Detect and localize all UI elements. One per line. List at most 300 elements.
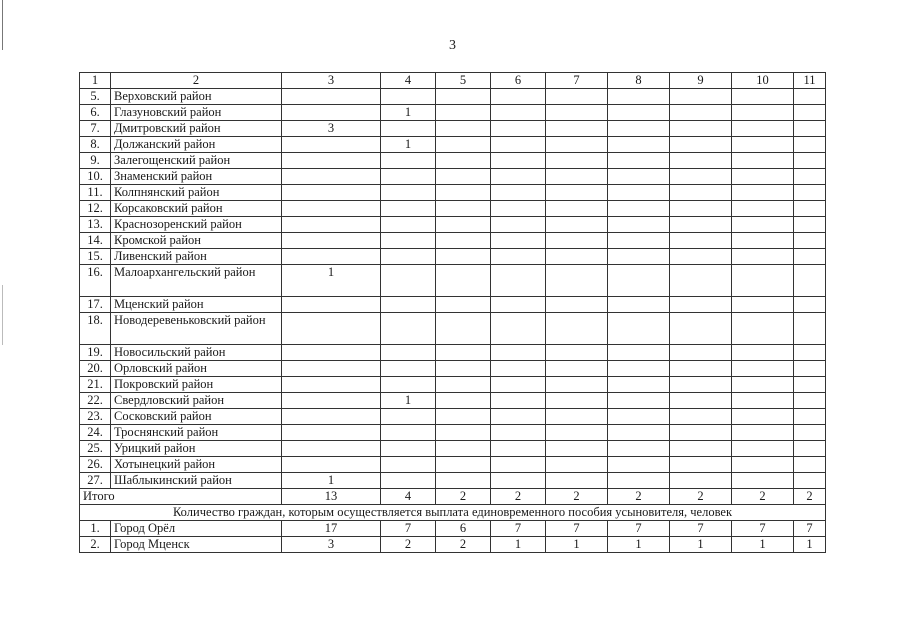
value-cell — [670, 265, 732, 297]
total-value: 2 — [608, 489, 670, 505]
value-cell — [670, 473, 732, 489]
value-cell — [732, 377, 794, 393]
value-cell — [282, 377, 381, 393]
value-cell — [546, 377, 608, 393]
value-cell — [436, 249, 491, 265]
district-name: Дмитровский район — [111, 121, 282, 137]
row-number: 22. — [80, 393, 111, 409]
value-cell — [436, 153, 491, 169]
value-cell — [436, 169, 491, 185]
row-number: 2. — [80, 537, 111, 553]
row-number: 14. — [80, 233, 111, 249]
district-name: Залегощенский район — [111, 153, 282, 169]
value-cell — [381, 409, 436, 425]
value-cell: 1 — [282, 265, 381, 297]
row-number: 25. — [80, 441, 111, 457]
value-cell — [381, 217, 436, 233]
total-value: 13 — [282, 489, 381, 505]
table-row — [80, 265, 826, 297]
value-cell — [794, 137, 826, 153]
value-cell — [732, 89, 794, 105]
value-cell — [794, 473, 826, 489]
row-number: 13. — [80, 217, 111, 233]
value-cell — [546, 425, 608, 441]
value-cell — [546, 185, 608, 201]
value-cell — [282, 345, 381, 361]
value-cell — [436, 265, 491, 297]
table-row — [80, 233, 826, 249]
value-cell — [491, 201, 546, 217]
column-header: 2 — [111, 73, 282, 89]
column-header: 4 — [381, 73, 436, 89]
page-number: 3 — [449, 38, 456, 53]
value-cell — [282, 249, 381, 265]
row-number: 7. — [80, 121, 111, 137]
district-name: Глазуновский район — [111, 105, 282, 121]
value-cell: 1 — [794, 537, 826, 553]
value-cell — [608, 185, 670, 201]
value-cell — [670, 425, 732, 441]
value-cell — [282, 457, 381, 473]
row-number: 9. — [80, 153, 111, 169]
value-cell: 3 — [282, 121, 381, 137]
value-cell — [794, 377, 826, 393]
table-row — [80, 313, 826, 345]
value-cell — [670, 249, 732, 265]
value-cell — [794, 297, 826, 313]
value-cell — [732, 457, 794, 473]
row-number: 21. — [80, 377, 111, 393]
table-row — [80, 137, 826, 153]
value-cell: 1 — [608, 537, 670, 553]
value-cell: 3 — [282, 537, 381, 553]
value-cell — [491, 457, 546, 473]
district-name: Новодеревеньковский район — [111, 313, 282, 345]
value-cell — [608, 441, 670, 457]
value-cell — [794, 153, 826, 169]
value-cell — [608, 201, 670, 217]
total-value: 2 — [794, 489, 826, 505]
column-header: 6 — [491, 73, 546, 89]
table-row — [80, 105, 826, 121]
value-cell — [436, 233, 491, 249]
value-cell — [608, 457, 670, 473]
table-row — [80, 441, 826, 457]
row-number: 26. — [80, 457, 111, 473]
value-cell — [546, 313, 608, 345]
value-cell — [794, 425, 826, 441]
value-cell — [670, 409, 732, 425]
column-header: 8 — [608, 73, 670, 89]
row-number: 19. — [80, 345, 111, 361]
value-cell — [546, 441, 608, 457]
section-title: Количество граждан, которым осуществляется выплата единовременного пособия усыновителя, человек — [80, 505, 826, 521]
value-cell — [436, 441, 491, 457]
value-cell — [608, 265, 670, 297]
value-cell — [282, 425, 381, 441]
value-cell — [381, 169, 436, 185]
row-number: 27. — [80, 473, 111, 489]
data-table — [79, 72, 826, 553]
value-cell: 7 — [670, 521, 732, 537]
value-cell — [794, 217, 826, 233]
value-cell: 7 — [608, 521, 670, 537]
value-cell: 7 — [381, 521, 436, 537]
value-cell — [546, 297, 608, 313]
value-cell — [546, 393, 608, 409]
value-cell — [381, 425, 436, 441]
value-cell — [670, 153, 732, 169]
total-row — [80, 489, 826, 505]
value-cell — [546, 457, 608, 473]
value-cell — [546, 345, 608, 361]
value-cell — [282, 409, 381, 425]
value-cell: 1 — [381, 137, 436, 153]
value-cell — [794, 169, 826, 185]
value-cell — [282, 137, 381, 153]
value-cell — [608, 297, 670, 313]
value-cell — [491, 297, 546, 313]
value-cell — [608, 361, 670, 377]
district-name: Хотынецкий район — [111, 457, 282, 473]
value-cell — [282, 313, 381, 345]
district-name: Орловский район — [111, 361, 282, 377]
value-cell — [491, 169, 546, 185]
value-cell — [381, 377, 436, 393]
value-cell — [794, 409, 826, 425]
value-cell — [491, 233, 546, 249]
district-name: Малоархангельский район — [111, 265, 282, 297]
district-name: Мценский район — [111, 297, 282, 313]
value-cell — [381, 457, 436, 473]
table-row — [80, 425, 826, 441]
value-cell: 17 — [282, 521, 381, 537]
table-row — [80, 121, 826, 137]
value-cell — [732, 185, 794, 201]
value-cell — [794, 345, 826, 361]
value-cell — [436, 121, 491, 137]
value-cell: 7 — [794, 521, 826, 537]
total-value: 2 — [732, 489, 794, 505]
value-cell — [732, 441, 794, 457]
table-row — [80, 521, 826, 537]
value-cell — [381, 297, 436, 313]
table-row — [80, 377, 826, 393]
value-cell — [608, 249, 670, 265]
value-cell: 7 — [491, 521, 546, 537]
value-cell: 2 — [436, 537, 491, 553]
value-cell — [546, 233, 608, 249]
column-header: 1 — [80, 73, 111, 89]
column-header: 10 — [732, 73, 794, 89]
value-cell — [436, 313, 491, 345]
value-cell — [670, 457, 732, 473]
value-cell — [608, 233, 670, 249]
value-cell — [381, 441, 436, 457]
value-cell — [491, 153, 546, 169]
column-header: 9 — [670, 73, 732, 89]
value-cell — [436, 185, 491, 201]
table-row — [80, 185, 826, 201]
value-cell — [608, 217, 670, 233]
value-cell: 1 — [732, 537, 794, 553]
value-cell — [282, 201, 381, 217]
value-cell — [608, 121, 670, 137]
table-row — [80, 217, 826, 233]
value-cell: 1 — [670, 537, 732, 553]
row-number: 15. — [80, 249, 111, 265]
table-row — [80, 473, 826, 489]
value-cell — [670, 137, 732, 153]
scan-edge-mark — [2, 285, 3, 345]
value-cell — [282, 217, 381, 233]
value-cell — [436, 473, 491, 489]
value-cell — [381, 313, 436, 345]
value-cell — [436, 393, 491, 409]
value-cell — [436, 297, 491, 313]
value-cell: 1 — [282, 473, 381, 489]
value-cell — [732, 105, 794, 121]
value-cell — [794, 393, 826, 409]
value-cell — [381, 473, 436, 489]
total-value: 2 — [436, 489, 491, 505]
value-cell — [732, 169, 794, 185]
value-cell: 1 — [381, 105, 436, 121]
value-cell — [670, 361, 732, 377]
value-cell — [381, 233, 436, 249]
value-cell — [282, 441, 381, 457]
value-cell — [546, 89, 608, 105]
value-cell — [732, 121, 794, 137]
value-cell — [732, 393, 794, 409]
value-cell — [282, 393, 381, 409]
value-cell — [546, 249, 608, 265]
value-cell — [491, 105, 546, 121]
value-cell — [282, 185, 381, 201]
row-number: 24. — [80, 425, 111, 441]
value-cell — [670, 297, 732, 313]
value-cell — [794, 265, 826, 297]
row-number: 12. — [80, 201, 111, 217]
column-header: 3 — [282, 73, 381, 89]
value-cell — [732, 409, 794, 425]
value-cell — [491, 217, 546, 233]
district-name: Корсаковский район — [111, 201, 282, 217]
value-cell — [794, 441, 826, 457]
district-name: Шаблыкинский район — [111, 473, 282, 489]
value-cell — [282, 153, 381, 169]
value-cell — [670, 185, 732, 201]
total-value: 2 — [546, 489, 608, 505]
table-row — [80, 153, 826, 169]
value-cell — [381, 153, 436, 169]
value-cell — [436, 217, 491, 233]
value-cell — [608, 409, 670, 425]
value-cell — [670, 201, 732, 217]
value-cell — [732, 425, 794, 441]
value-cell — [491, 409, 546, 425]
value-cell — [670, 377, 732, 393]
value-cell — [794, 361, 826, 377]
value-cell — [381, 345, 436, 361]
value-cell — [491, 89, 546, 105]
row-number: 8. — [80, 137, 111, 153]
value-cell — [670, 313, 732, 345]
city-name: Город Орёл — [111, 521, 282, 537]
value-cell — [794, 233, 826, 249]
value-cell — [491, 265, 546, 297]
value-cell — [546, 169, 608, 185]
table-row — [80, 457, 826, 473]
value-cell — [491, 361, 546, 377]
value-cell — [670, 89, 732, 105]
total-value: 2 — [670, 489, 732, 505]
value-cell — [491, 377, 546, 393]
row-number: 17. — [80, 297, 111, 313]
value-cell — [436, 137, 491, 153]
value-cell — [732, 201, 794, 217]
header-row — [80, 73, 826, 89]
value-cell — [608, 153, 670, 169]
district-name: Новосильский район — [111, 345, 282, 361]
value-cell — [491, 249, 546, 265]
value-cell — [670, 441, 732, 457]
total-label: Итого — [80, 489, 282, 505]
value-cell — [732, 345, 794, 361]
value-cell — [491, 345, 546, 361]
value-cell — [732, 217, 794, 233]
value-cell — [732, 313, 794, 345]
district-name: Должанский район — [111, 137, 282, 153]
value-cell — [794, 457, 826, 473]
value-cell — [546, 217, 608, 233]
value-cell — [436, 457, 491, 473]
value-cell — [282, 169, 381, 185]
table-row — [80, 537, 826, 553]
value-cell: 1 — [491, 537, 546, 553]
value-cell — [381, 265, 436, 297]
district-name: Знаменский район — [111, 169, 282, 185]
district-name: Покровский район — [111, 377, 282, 393]
value-cell — [670, 169, 732, 185]
value-cell — [546, 105, 608, 121]
value-cell — [491, 393, 546, 409]
value-cell — [608, 377, 670, 393]
district-name: Краснозоренский район — [111, 217, 282, 233]
value-cell — [794, 201, 826, 217]
value-cell — [608, 89, 670, 105]
value-cell — [670, 233, 732, 249]
value-cell — [546, 153, 608, 169]
value-cell — [282, 297, 381, 313]
value-cell — [670, 105, 732, 121]
value-cell — [546, 121, 608, 137]
value-cell — [491, 137, 546, 153]
value-cell: 1 — [381, 393, 436, 409]
value-cell — [381, 89, 436, 105]
district-name: Урицкий район — [111, 441, 282, 457]
value-cell — [436, 201, 491, 217]
row-number: 11. — [80, 185, 111, 201]
value-cell — [794, 105, 826, 121]
table-row — [80, 393, 826, 409]
value-cell: 7 — [546, 521, 608, 537]
value-cell — [608, 425, 670, 441]
value-cell — [608, 345, 670, 361]
district-name: Троснянский район — [111, 425, 282, 441]
value-cell — [732, 473, 794, 489]
value-cell — [491, 313, 546, 345]
table-row — [80, 89, 826, 105]
value-cell — [608, 105, 670, 121]
value-cell — [732, 249, 794, 265]
district-name: Кромской район — [111, 233, 282, 249]
table-row — [80, 201, 826, 217]
table-row — [80, 345, 826, 361]
table-row — [80, 169, 826, 185]
value-cell — [436, 409, 491, 425]
value-cell — [436, 361, 491, 377]
row-number: 20. — [80, 361, 111, 377]
district-name: Ливенский район — [111, 249, 282, 265]
value-cell — [436, 425, 491, 441]
district-name: Колпнянский район — [111, 185, 282, 201]
table-row — [80, 297, 826, 313]
value-cell — [491, 121, 546, 137]
value-cell: 2 — [381, 537, 436, 553]
section-row — [80, 505, 826, 521]
value-cell — [282, 105, 381, 121]
table-row — [80, 249, 826, 265]
total-value: 4 — [381, 489, 436, 505]
row-number: 6. — [80, 105, 111, 121]
district-name: Свердловский район — [111, 393, 282, 409]
column-header: 5 — [436, 73, 491, 89]
value-cell — [436, 105, 491, 121]
value-cell — [282, 233, 381, 249]
value-cell: 6 — [436, 521, 491, 537]
total-value: 2 — [491, 489, 546, 505]
value-cell — [546, 201, 608, 217]
value-cell — [794, 313, 826, 345]
value-cell — [436, 89, 491, 105]
value-cell — [670, 217, 732, 233]
row-number: 5. — [80, 89, 111, 105]
value-cell — [670, 345, 732, 361]
value-cell — [381, 361, 436, 377]
value-cell — [732, 297, 794, 313]
value-cell — [546, 409, 608, 425]
value-cell — [381, 121, 436, 137]
value-cell — [546, 473, 608, 489]
value-cell — [546, 265, 608, 297]
value-cell — [732, 137, 794, 153]
value-cell — [732, 233, 794, 249]
row-number: 23. — [80, 409, 111, 425]
value-cell — [491, 441, 546, 457]
row-number: 10. — [80, 169, 111, 185]
value-cell — [491, 185, 546, 201]
value-cell — [608, 137, 670, 153]
value-cell — [670, 393, 732, 409]
column-header: 7 — [546, 73, 608, 89]
city-name: Город Мценск — [111, 537, 282, 553]
value-cell — [381, 201, 436, 217]
value-cell: 1 — [546, 537, 608, 553]
value-cell — [491, 473, 546, 489]
value-cell: 7 — [732, 521, 794, 537]
value-cell — [794, 249, 826, 265]
